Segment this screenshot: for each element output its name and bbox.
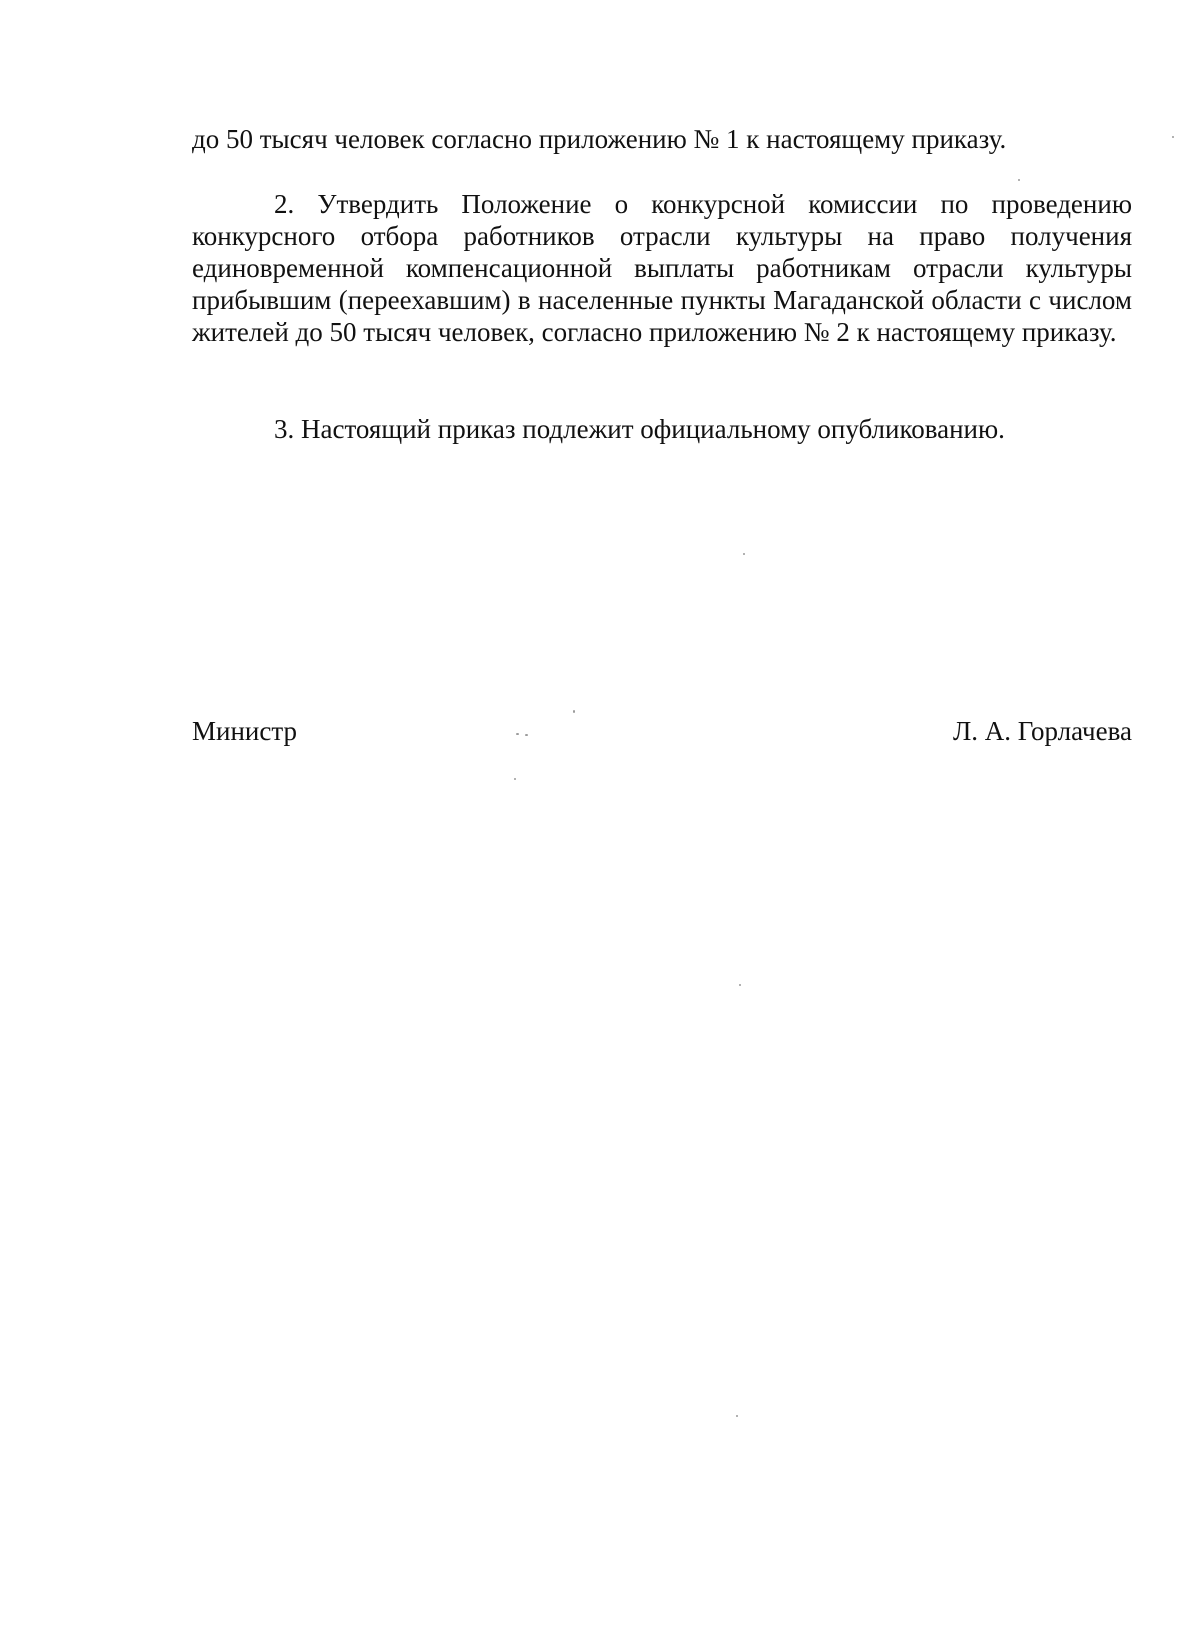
paragraph-3: 3. Настоящий приказ подлежит официальному опубликованию. bbox=[274, 414, 1005, 444]
signatory-title: Министр bbox=[192, 716, 297, 746]
scan-speck bbox=[514, 778, 516, 780]
scan-speck bbox=[516, 733, 519, 735]
scan-speck bbox=[736, 1415, 738, 1417]
scan-speck bbox=[1018, 179, 1020, 181]
scan-speck bbox=[739, 984, 741, 986]
paragraph-2: 2. Утвердить Положение о конкурсной комиссии по проведению конкурсного отбора работников отрасли культуры на право получения единовременной компенсационной выплаты работникам отрасли культуры прибывшим (переехавшим) в населенные пункты Магаданской области с числом жителей до 50 тысяч человек, согласно приложению № 2 к настоящему приказу. bbox=[192, 189, 1132, 347]
scan-speck bbox=[743, 553, 745, 555]
scan-speck bbox=[573, 710, 575, 713]
scan-speck bbox=[1172, 136, 1174, 138]
signatory-name: Л. А. Горлачева bbox=[952, 716, 1132, 746]
scan-speck bbox=[525, 734, 528, 736]
paragraph-1-continuation: до 50 тысяч человек согласно приложению № 1 к настоящему приказу. bbox=[192, 124, 1007, 154]
